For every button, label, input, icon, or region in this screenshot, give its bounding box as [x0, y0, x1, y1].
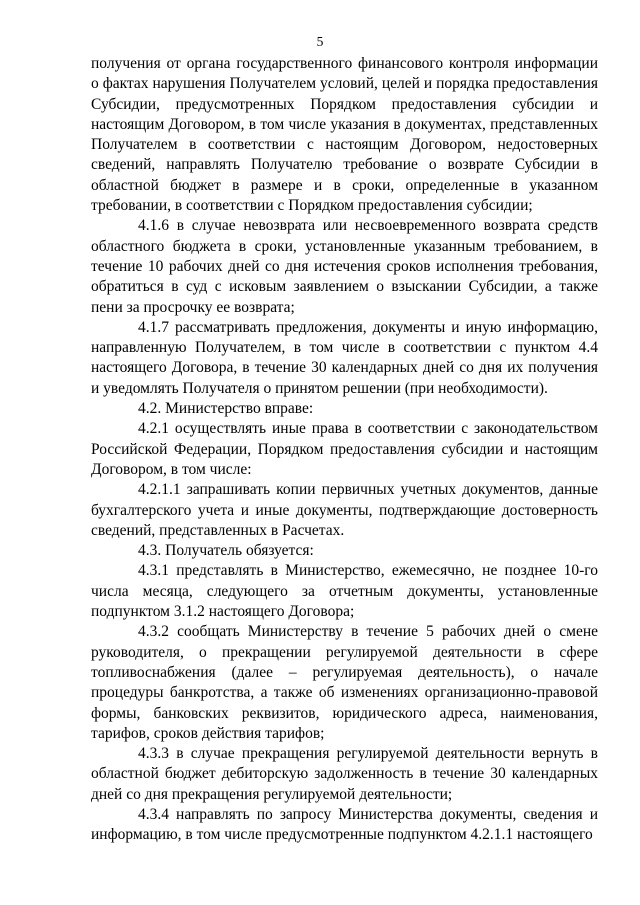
paragraph-4-3-1: 4.3.1 представлять в Министерство, ежемесячно, не позднее 10-го числа месяца, следующего за отчетным документы, установленные подпунктом 3.1.2 настоящего Договора; — [91, 562, 598, 621]
paragraph-4-1-6: 4.1.6 в случае невозврата или несвоевременного возврата средств областного бюджета в сроки, установленные указанным требованием, в течение 10 рабочих дней со дня истечения сроков исполнения требования, обратиться в суд с исковым заявлением о взыскании Субсидии, а также пени за просрочку ее возврата; — [91, 217, 598, 316]
paragraph-4-2-1-1: 4.2.1.1 запрашивать копии первичных учетных документов, данные бухгалтерского учета и иные документы, подтверждающие достоверность сведений, представленных в Расчетах. — [91, 481, 598, 539]
page-number: 5 — [316, 34, 324, 49]
paragraph-4-2-1: 4.2.1 осуществлять иные права в соответствии с законодательством Российской Федерации, Порядком предоставления субсидии и настоящим Договором, в том числе: — [91, 420, 598, 478]
paragraph-continuation: получения от органа государственного финансового контроля информации о фактах нарушения Получателем условий, целей и порядка предоставления Субсидии, предусмотренных Порядком предоставления субсидии и настоящим Договором, в том числе указания в документах, представленных Получателем в соответствии с настоящим Договором, недостоверных сведений, направлять Получателю требование о возврате Субсидии в областной бюджет в размере и в сроки, определенные в указанном требовании, в соответствии с Порядком предоставления субсидии; — [91, 55, 598, 215]
paragraph-4-3-4: 4.3.4 направлять по запросу Министерства документы, сведения и информацию, в том числе предусмотренные подпунктом 4.2.1.1 настоящего — [91, 805, 598, 844]
paragraph-4-2-heading: 4.2. Министерство вправе: — [138, 400, 314, 418]
paragraph-4-3-2: 4.3.2 сообщать Министерству в течение 5 рабочих дней о смене руководителя, о прекращении регулируемой деятельности в сфере топливоснабжения (далее – регулируемая деятельность), о начале процедуры банкротства, а также об изменениях организационно-правовой формы, банковских реквизитов, юридического адреса, наименования, тарифов, сроков действия тарифов; — [91, 623, 598, 742]
page-body — [91, 54, 598, 846]
paragraph-4-1-7: 4.1.7 рассматривать предложения, документы и иную информацию, направленную Получателем, в том числе в соответствии с пунктом 4.4 настоящего Договора, в течение 30 календарных дней со дня их получения и уведомлять Получателя о принятом решении (при необходимости). — [91, 318, 598, 397]
paragraph-4-3-3: 4.3.3 в случае прекращения регулируемой деятельности вернуть в областной бюджет дебиторскую задолженность в течение 30 календарных дней со дня прекращения регулируемой деятельности; — [91, 745, 598, 803]
paragraph-4-3-heading: 4.3. Получатель обязуется: — [138, 542, 314, 560]
